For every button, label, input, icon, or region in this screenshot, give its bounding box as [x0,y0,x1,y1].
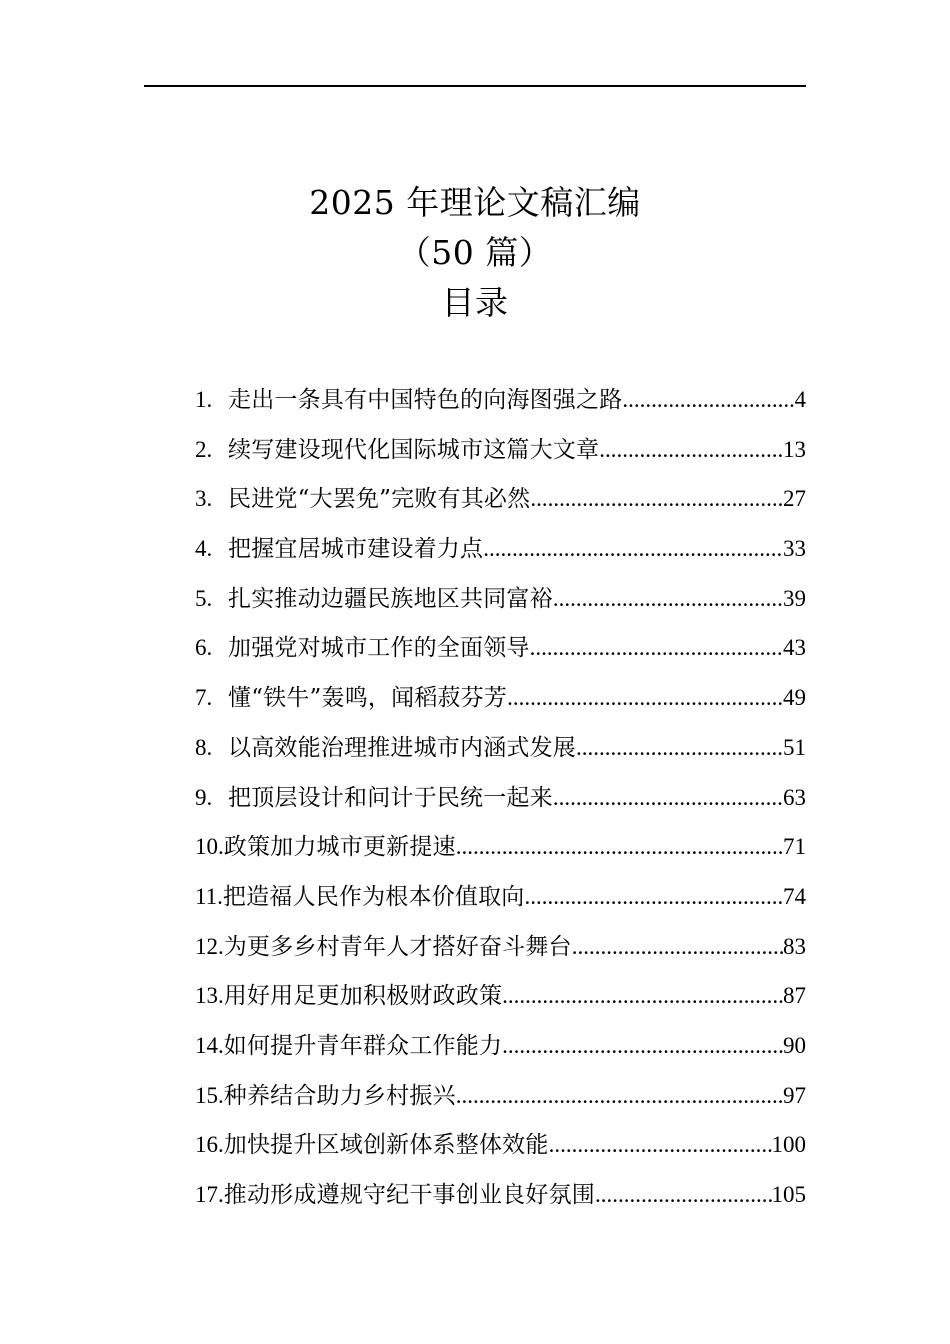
toc-entry-title: 以高效能治理推进城市内涵式发展 [228,734,576,761]
toc-entry[interactable] [195,773,806,823]
toc-dot-leader [530,474,783,524]
toc-dot-leader [553,773,783,823]
toc-entry[interactable] [195,1170,806,1220]
toc-dot-leader [530,623,783,673]
toc-entry[interactable] [195,425,806,475]
toc-entry-title: 推动形成遵规守纪干事创业良好氛围 [223,1182,595,1208]
toc-entry-page-number: 27 [783,486,806,512]
toc-dot-leader [549,1120,772,1170]
toc-entry-page-number: 39 [783,585,806,611]
toc-entry-number: 7. [195,685,213,711]
toc-entry-number: 5. [195,585,213,611]
toc-entry-page-number: 63 [783,784,806,810]
toc-entry-number: 9. [195,784,213,810]
toc-entry-title: 民进党“大罢免”完败有其必然 [228,486,531,513]
toc-entry-number: 15. [195,1082,224,1108]
toc-entry-page-number: 100 [771,1132,806,1158]
toc-entry-page-number: 4 [794,387,806,412]
toc-entry-page-number: 33 [783,536,806,562]
toc-entry-number: 3. [195,486,213,512]
toc-entry-number: 6. [195,635,213,661]
toc-entry-title: 续写建设现代化国际城市这篇大文章 [228,436,600,463]
toc-entry-title: 加强党对城市工作的全面领导 [228,635,530,662]
toc-entry-title: 种养结合助力乡村振兴 [223,1082,456,1109]
toc-entry-title: 用好用足更加积极财政政策 [223,983,503,1010]
toc-dot-leader [525,872,783,922]
toc-entry-page-number: 105 [771,1182,806,1207]
toc-dot-leader [502,971,783,1021]
toc-entry-number: 12. [195,933,224,959]
toc-entry-title: 为更多乡村青年人才搭好奋斗舞台 [223,933,572,960]
toc-entry-title: 扎实推动边疆民族地区共同富裕 [228,585,553,612]
toc-entry[interactable] [195,1120,806,1170]
title-line-2: （50 篇） [397,233,553,272]
toc-dot-leader [456,1071,783,1121]
toc-entry[interactable] [195,872,806,922]
toc-entry-page-number: 49 [783,685,806,711]
toc-entry[interactable] [195,623,806,673]
toc-entry-number: 4. [195,536,213,562]
toc-entry-page-number: 71 [783,834,806,860]
toc-entry-number: 8. [195,734,213,760]
title-line-1: 2025 年理论文稿汇编 [309,183,641,222]
toc-entry-page-number: 43 [783,635,806,661]
toc-entry[interactable] [195,474,806,524]
toc-entry-title: 把造福人民作为根本价值取向 [222,883,525,910]
toc-entry-page-number: 87 [783,983,806,1009]
toc-entry-title: 如何提升青年群众工作能力 [223,1032,503,1059]
toc-entry-title: 把顶层设计和问计于民统一起来 [228,784,553,811]
toc-entry-page-number: 74 [783,883,806,909]
toc-entry[interactable] [195,574,806,624]
toc-entry[interactable] [195,822,806,872]
toc-dot-leader [553,574,783,624]
toc-entry-number: 16. [195,1132,224,1158]
toc-entry-number: 17. [195,1182,224,1207]
toc-dot-leader [507,673,783,723]
toc-dot-leader [502,1021,783,1071]
title-line-3: 目录 [441,283,509,322]
toc-entry-title: 懂“铁牛”轰鸣，闻稻菽芬芳 [228,685,508,712]
toc-entry[interactable] [195,524,806,574]
toc-entry[interactable] [195,673,806,723]
toc-entry[interactable] [195,375,806,425]
toc-entry-page-number: 13 [783,436,806,462]
toc-entry-title: 把握宜居城市建设着力点 [228,536,484,563]
header-rule [144,85,806,87]
table-of-contents [195,375,806,1220]
toc-dot-leader [622,375,794,425]
toc-dot-leader [576,723,783,773]
toc-dot-leader [456,822,783,872]
toc-entry-number: 11. [195,883,223,909]
toc-entry-title: 走出一条具有中国特色的向海图强之路 [228,387,623,413]
toc-entry[interactable] [195,922,806,972]
toc-dot-leader [483,524,783,574]
toc-entry[interactable] [195,971,806,1021]
toc-entry-number: 1. [195,387,213,412]
toc-entry-title: 加快提升区域创新体系整体效能 [223,1132,549,1159]
toc-dot-leader [599,425,783,475]
toc-entry[interactable] [195,723,806,773]
document-title [0,178,950,328]
toc-dot-leader [595,1170,772,1220]
toc-dot-leader [572,922,783,972]
toc-entry-page-number: 51 [783,734,806,760]
toc-entry[interactable] [195,1021,806,1071]
toc-entry[interactable] [195,1071,806,1121]
toc-entry-number: 13. [195,983,224,1009]
toc-entry-page-number: 90 [783,1032,806,1058]
toc-entry-number: 2. [195,436,213,462]
toc-entry-title: 政策加力城市更新提速 [223,834,456,861]
toc-entry-page-number: 97 [783,1082,806,1108]
toc-entry-page-number: 83 [783,933,806,959]
toc-entry-number: 14. [195,1032,224,1058]
toc-entry-number: 10. [195,834,224,860]
